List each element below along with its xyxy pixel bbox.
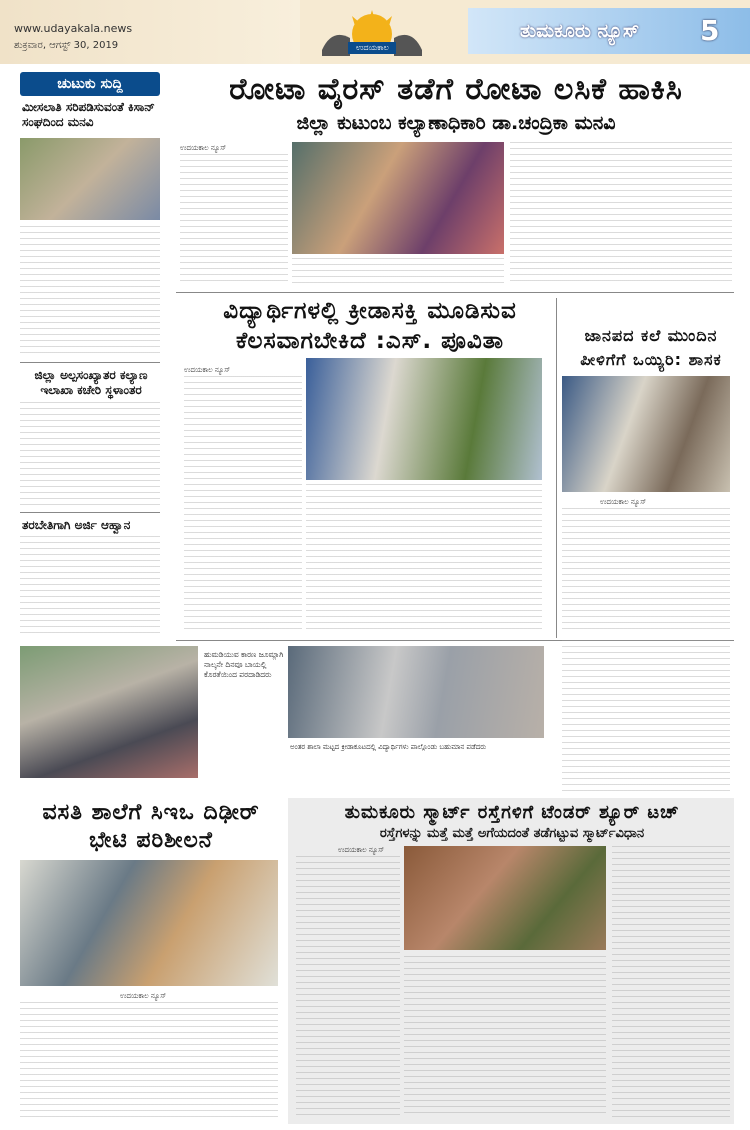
column-rule [556, 298, 557, 638]
story5-column-3 [612, 846, 730, 1118]
story5-headline[interactable]: ತುಮಕೂರು ಸ್ಮಾರ್ಟ್ ರಸ್ತೆಗಳಿಗೆ ಟೆಂಡರ್ ಶ್ಯೂರ್ ಟಚ್ [344, 802, 680, 823]
story2-column-1 [184, 376, 302, 634]
section-title: ತುಮಕೂರು ನ್ಯೂಸ್ [520, 20, 640, 42]
newspaper-logo [312, 6, 432, 60]
queue-photo [20, 646, 198, 778]
sidebar-item3-body [20, 536, 160, 636]
story2-column-2 [306, 484, 542, 634]
lead-subhead: ಜಿಲ್ಲಾ ಕುಟುಂಬ ಕಲ್ಯಾಣಾಧಿಕಾರಿ ಡಾ.ಚಂದ್ರಿಕಾ ಮನವಿ [296, 112, 616, 134]
lead-photo-caption [292, 258, 504, 286]
kisan-photo [20, 138, 160, 220]
story4-byline: ಉದಯಕಾಲ ನ್ಯೂಸ್ [120, 992, 167, 1000]
page-number: 5 [700, 14, 720, 47]
story3-headline-line2[interactable]: ಪೀಳಿಗೆಗೆ ಒಯ್ಯಿರಿ: ಶಾಸಕ [580, 350, 722, 369]
story2-photo [306, 358, 542, 480]
divider [176, 292, 734, 293]
bottom-photo [288, 646, 544, 738]
divider [20, 362, 160, 363]
lead-column-3 [510, 142, 732, 284]
story4-photo [20, 860, 278, 986]
lead-byline: ಉದಯಕಾಲ ನ್ಯೂಸ್ [180, 144, 227, 152]
story3-headline-line1[interactable]: ಜಾನಪದ ಕಲೆ ಮುಂದಿನ [584, 326, 718, 345]
sidebar-item2-body [20, 402, 160, 508]
story5-subhead: ರಸ್ತೆಗಳನ್ನು ಮತ್ತೆ ಮತ್ತೆ ಅಗೆಯದಂತೆ ತಡೆಗಟ್ಟುವ ಸ್ಮಾರ್ಟ್‌ವಿಧಾನ [379, 826, 645, 841]
lead-column-1 [180, 154, 288, 284]
sidebar-item1-body [20, 226, 160, 358]
story3-column-1 [562, 508, 730, 634]
site-url[interactable]: www.udayakala.news [14, 22, 133, 35]
lead-photo [292, 142, 504, 254]
lead-headline[interactable]: ರೋಟಾ ವೈರಸ್ ತಡೆಗೆ ರೋಟಾ ಲಸಿಕೆ ಹಾಕಿಸಿ [229, 72, 683, 107]
story5-byline: ಉದಯಕಾಲ ನ್ಯೂಸ್ [338, 846, 385, 854]
logo-text: ಉದಯಕಾಲ [356, 43, 389, 52]
story4-body [20, 1002, 278, 1120]
story5-photo [404, 846, 606, 950]
story3-photo [562, 376, 730, 492]
divider [20, 512, 160, 513]
story2-headline-line1[interactable]: ವಿದ್ಯಾರ್ಥಿಗಳಲ್ಲಿ ಕ್ರೀಡಾಸಕ್ತಿ ಮೂಡಿಸುವ [223, 298, 517, 324]
story5-column-1 [296, 856, 400, 1118]
story4-headline-line1[interactable]: ವಸತಿ ಶಾಲೆಗೆ ಸಿಇಒ ದಿಢೀರ್ [42, 800, 260, 825]
story5-column-2 [404, 956, 606, 1118]
queue-photo-caption: ಹುಮಡಿಯುವ ಕಾರಣ ಜೂಮ್ಲಾಗಿ ನಾಲ್ಕನೇ ದಿನವೂ ಬಾಯಲ್ಲಿ ಕೊರತೆಯಿಂದ ಪರದಾಡಿದರು [204, 650, 284, 679]
story2-headline-line2[interactable]: ಕೆಲಸವಾಗಬೇಕಿದೆ :ಎಸ್. ಪೂವಿತಾ [235, 328, 505, 354]
story3-column-2 [562, 640, 730, 796]
story4-headline-line2[interactable]: ಭೇಟಿ ಪರಿಶೀಲನೆ [89, 828, 213, 853]
sidebar-item3-title[interactable]: ತರಬೇತಿಗಾಗಿ ಅರ್ಜಿ ಆಹ್ವಾನ [22, 518, 131, 532]
sidebar-item2-title[interactable]: ಜಿಲ್ಲಾ ಅಲ್ಪಸಂಖ್ಯಾತರ ಕಲ್ಯಾಣ ಇಲಾಖಾ ಕಚೇರಿ ಸ್ಥಳಾಂತರ [34, 368, 148, 397]
issue-date: ಶುಕ್ರವಾರ, ಆಗಸ್ಟ್ 30, 2019 [14, 40, 119, 51]
sidebar-tag: ಚುಟುಕು ಸುದ್ದಿ [20, 72, 160, 96]
story3-byline: ಉದಯಕಾಲ ನ್ಯೂಸ್ [600, 498, 647, 506]
sidebar-item1-title[interactable]: ಮೀಸಲಾತಿ ಸರಿಪಡಿಸುವಂತೆ ಕಿಸಾನ್ ಸಂಘದಿಂದ ಮನವಿ [22, 100, 155, 129]
bottom-photo-caption: ಅಂತರ ಶಾಲಾ ಮಟ್ಟದ ಕ್ರೀಡಾಕೂಟದಲ್ಲಿ ವಿದ್ಯಾರ್ಥಿಗಳು ಪಾಲ್ಗೊಂಡು ಬಹುಮಾನ ಪಡೆದರು [290, 743, 487, 751]
story2-byline: ಉದಯಕಾಲ ನ್ಯೂಸ್ [184, 366, 231, 374]
